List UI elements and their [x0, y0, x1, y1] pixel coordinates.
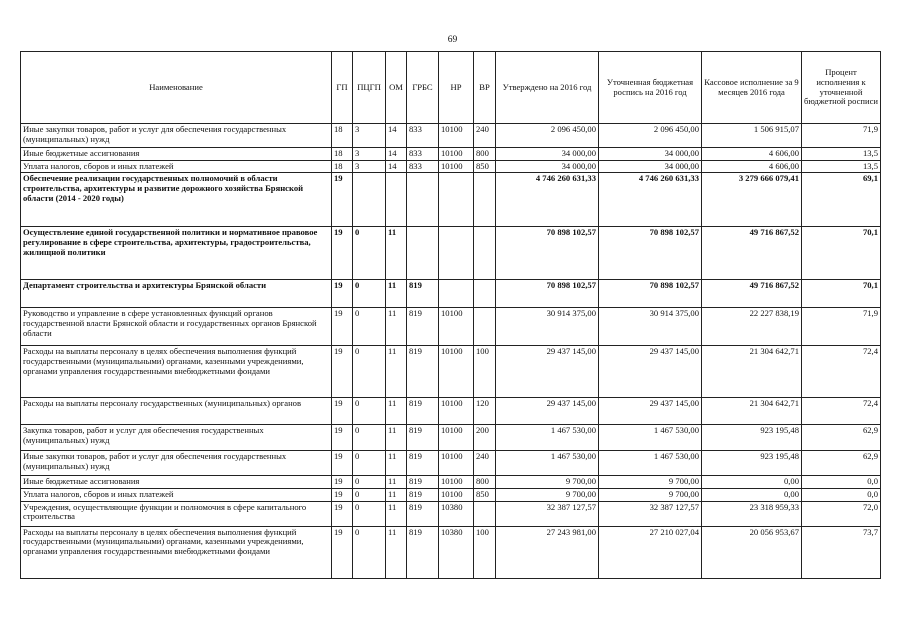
cell-gp: 19: [332, 425, 353, 451]
cell-specified: 9 700,00: [599, 488, 702, 501]
cell-approved: 29 437 145,00: [496, 398, 599, 425]
cell-grbs: 833: [407, 148, 439, 161]
cell-gp: 19: [332, 398, 353, 425]
cell-specified: 34 000,00: [599, 160, 702, 173]
header-nr: НР: [439, 52, 474, 124]
cell-pgp: 0: [353, 280, 386, 308]
cell-approved: 29 437 145,00: [496, 346, 599, 398]
cell-nr: 10100: [439, 308, 474, 346]
cell-pgp: 0: [353, 308, 386, 346]
table-row: [21, 425, 881, 451]
cell-name: Иные бюджетные ассигнования: [21, 476, 332, 489]
cell-specified: 70 898 102,57: [599, 280, 702, 308]
table-row: [21, 526, 881, 578]
cell-vr: 850: [474, 488, 496, 501]
cell-gp: 18: [332, 148, 353, 161]
table-row: [21, 488, 881, 501]
header-gp: ГП: [332, 52, 353, 124]
cell-vr: 800: [474, 476, 496, 489]
cell-name: Иные бюджетные ассигнования: [21, 148, 332, 161]
cell-pgp: 3: [353, 124, 386, 148]
cell-vr: 240: [474, 451, 496, 476]
cell-approved: 9 700,00: [496, 476, 599, 489]
header-vr: ВР: [474, 52, 496, 124]
cell-gp: 19: [332, 308, 353, 346]
cell-specified: 70 898 102,57: [599, 227, 702, 280]
table-header-row: [21, 52, 881, 124]
cell-nr: 10100: [439, 148, 474, 161]
cell-cash: 20 056 953,67: [702, 526, 802, 578]
cell-percent: 69,1: [802, 173, 881, 227]
cell-pgp: [353, 173, 386, 227]
cell-nr: 10100: [439, 425, 474, 451]
cell-percent: 0,0: [802, 488, 881, 501]
header-cash: Кассовое исполнение за 9 месяцев 2016 года: [702, 52, 802, 124]
table-row: [21, 148, 881, 161]
cell-gp: 19: [332, 173, 353, 227]
cell-nr: 10100: [439, 346, 474, 398]
cell-gp: 18: [332, 124, 353, 148]
cell-name: Уплата налогов, сборов и иных платежей: [21, 160, 332, 173]
cell-grbs: 819: [407, 280, 439, 308]
cell-cash: 22 227 838,19: [702, 308, 802, 346]
table-row: [21, 280, 881, 308]
cell-approved: 70 898 102,57: [496, 227, 599, 280]
cell-percent: 13,5: [802, 160, 881, 173]
cell-pgp: 0: [353, 227, 386, 280]
cell-percent: 71,9: [802, 124, 881, 148]
cell-vr: 850: [474, 160, 496, 173]
cell-om: 11: [386, 476, 407, 489]
cell-pgp: 0: [353, 476, 386, 489]
cell-name: Учреждения, осуществляющие функции и полномочия в сфере капитального строительства: [21, 501, 332, 526]
cell-cash: 1 506 915,07: [702, 124, 802, 148]
cell-cash: 4 606,00: [702, 160, 802, 173]
header-pgp: ПЦГП: [353, 52, 386, 124]
cell-om: 11: [386, 346, 407, 398]
cell-specified: 9 700,00: [599, 476, 702, 489]
cell-percent: 62,9: [802, 451, 881, 476]
table-row: [21, 227, 881, 280]
cell-om: 11: [386, 488, 407, 501]
header-om: ОМ: [386, 52, 407, 124]
cell-percent: 72,0: [802, 501, 881, 526]
cell-pgp: 0: [353, 451, 386, 476]
cell-approved: 34 000,00: [496, 148, 599, 161]
cell-cash: 923 195,48: [702, 451, 802, 476]
cell-grbs: 819: [407, 451, 439, 476]
table-row: [21, 124, 881, 148]
cell-gp: 19: [332, 488, 353, 501]
cell-vr: 800: [474, 148, 496, 161]
cell-gp: 19: [332, 280, 353, 308]
cell-name: Иные закупки товаров, работ и услуг для обеспечения государственных (муниципальных) нужд: [21, 124, 332, 148]
cell-om: 11: [386, 308, 407, 346]
table-row: [21, 160, 881, 173]
cell-pgp: 3: [353, 160, 386, 173]
cell-specified: 1 467 530,00: [599, 451, 702, 476]
table-row: [21, 451, 881, 476]
cell-percent: 71,9: [802, 308, 881, 346]
cell-vr: [474, 501, 496, 526]
cell-cash: 3 279 666 079,41: [702, 173, 802, 227]
cell-approved: 1 467 530,00: [496, 451, 599, 476]
cell-pgp: 0: [353, 398, 386, 425]
cell-grbs: 819: [407, 501, 439, 526]
cell-specified: 27 210 027,04: [599, 526, 702, 578]
budget-execution-table: [20, 51, 881, 579]
cell-name: Расходы на выплаты персоналу в целях обеспечения выполнения функций государственными (муниципальными) органами, казенными учреждениями, органами управления государственными внебюджетными фондами: [21, 346, 332, 398]
cell-gp: 19: [332, 451, 353, 476]
cell-cash: 49 716 867,52: [702, 280, 802, 308]
cell-grbs: 819: [407, 476, 439, 489]
cell-vr: [474, 227, 496, 280]
cell-approved: 34 000,00: [496, 160, 599, 173]
cell-grbs: [407, 173, 439, 227]
cell-cash: 21 304 642,71: [702, 346, 802, 398]
cell-cash: 923 195,48: [702, 425, 802, 451]
cell-percent: 13,5: [802, 148, 881, 161]
cell-grbs: [407, 227, 439, 280]
table-row: [21, 476, 881, 489]
cell-pgp: 0: [353, 425, 386, 451]
cell-percent: 73,7: [802, 526, 881, 578]
cell-om: 11: [386, 526, 407, 578]
cell-pgp: 0: [353, 501, 386, 526]
cell-name: Департамент строительства и архитектуры Брянской области: [21, 280, 332, 308]
cell-vr: 240: [474, 124, 496, 148]
cell-vr: [474, 280, 496, 308]
header-specified: Уточненная бюджетная роспись на 2016 год: [599, 52, 702, 124]
cell-name: Осуществление единой государственной политики и нормативное правовое регулирование в сфере строительства, архитектуры, градостроительства, жилищной политики: [21, 227, 332, 280]
cell-vr: 100: [474, 346, 496, 398]
cell-specified: 34 000,00: [599, 148, 702, 161]
cell-specified: 29 437 145,00: [599, 346, 702, 398]
cell-nr: 10100: [439, 160, 474, 173]
cell-approved: 4 746 260 631,33: [496, 173, 599, 227]
cell-grbs: 819: [407, 398, 439, 425]
cell-gp: 18: [332, 160, 353, 173]
cell-percent: 72,4: [802, 398, 881, 425]
cell-cash: 49 716 867,52: [702, 227, 802, 280]
cell-grbs: 819: [407, 346, 439, 398]
cell-approved: 9 700,00: [496, 488, 599, 501]
cell-nr: 10380: [439, 526, 474, 578]
cell-om: 11: [386, 501, 407, 526]
cell-percent: 70,1: [802, 280, 881, 308]
cell-om: [386, 173, 407, 227]
cell-percent: 62,9: [802, 425, 881, 451]
cell-pgp: 0: [353, 526, 386, 578]
cell-cash: 4 606,00: [702, 148, 802, 161]
table-row: [21, 501, 881, 526]
cell-name: Руководство и управление в сфере установленных функций органов государственной власти Брянской области и государственных органов Брянской области: [21, 308, 332, 346]
cell-nr: [439, 227, 474, 280]
cell-om: 11: [386, 451, 407, 476]
cell-specified: 4 746 260 631,33: [599, 173, 702, 227]
cell-pgp: 0: [353, 346, 386, 398]
cell-vr: 120: [474, 398, 496, 425]
cell-cash: 0,00: [702, 476, 802, 489]
cell-approved: 27 243 981,00: [496, 526, 599, 578]
cell-specified: 29 437 145,00: [599, 398, 702, 425]
cell-gp: 19: [332, 501, 353, 526]
table-body: [21, 124, 881, 579]
cell-percent: 0,0: [802, 476, 881, 489]
cell-gp: 19: [332, 346, 353, 398]
header-approved: Утверждено на 2016 год: [496, 52, 599, 124]
cell-nr: 10100: [439, 451, 474, 476]
cell-nr: 10100: [439, 476, 474, 489]
cell-specified: 1 467 530,00: [599, 425, 702, 451]
cell-name: Обеспечение реализации государственных полномочий в области строительства, архитектуры и развитие дорожного хозяйства Брянской области (2014 - 2020 годы): [21, 173, 332, 227]
header-grbs: ГРБС: [407, 52, 439, 124]
table-row: [21, 398, 881, 425]
cell-vr: 100: [474, 526, 496, 578]
cell-om: 14: [386, 160, 407, 173]
cell-approved: 30 914 375,00: [496, 308, 599, 346]
cell-approved: 1 467 530,00: [496, 425, 599, 451]
header-name: Наименование: [21, 52, 332, 124]
cell-om: 11: [386, 425, 407, 451]
cell-pgp: 3: [353, 148, 386, 161]
cell-gp: 19: [332, 526, 353, 578]
cell-specified: 2 096 450,00: [599, 124, 702, 148]
cell-nr: 10380: [439, 501, 474, 526]
table-row: [21, 308, 881, 346]
cell-cash: 0,00: [702, 488, 802, 501]
cell-percent: 70,1: [802, 227, 881, 280]
cell-cash: 23 318 959,33: [702, 501, 802, 526]
cell-nr: [439, 173, 474, 227]
cell-om: 14: [386, 124, 407, 148]
cell-vr: [474, 173, 496, 227]
cell-approved: 70 898 102,57: [496, 280, 599, 308]
cell-grbs: 833: [407, 124, 439, 148]
cell-grbs: 819: [407, 425, 439, 451]
cell-grbs: 819: [407, 488, 439, 501]
cell-nr: 10100: [439, 124, 474, 148]
cell-om: 14: [386, 148, 407, 161]
cell-gp: 19: [332, 227, 353, 280]
cell-name: Расходы на выплаты персоналу государственных (муниципальных) органов: [21, 398, 332, 425]
cell-nr: 10100: [439, 488, 474, 501]
cell-specified: 30 914 375,00: [599, 308, 702, 346]
cell-om: 11: [386, 227, 407, 280]
cell-grbs: 819: [407, 308, 439, 346]
cell-cash: 21 304 642,71: [702, 398, 802, 425]
header-percent: Процент исполнения к уточненной бюджетной росписи: [802, 52, 881, 124]
cell-vr: 200: [474, 425, 496, 451]
table-row: [21, 173, 881, 227]
cell-nr: 10100: [439, 398, 474, 425]
page-number: 69: [447, 35, 458, 45]
cell-om: 11: [386, 398, 407, 425]
cell-grbs: 819: [407, 526, 439, 578]
cell-name: Закупка товаров, работ и услуг для обеспечения государственных (муниципальных) нужд: [21, 425, 332, 451]
cell-grbs: 833: [407, 160, 439, 173]
cell-name: Уплата налогов, сборов и иных платежей: [21, 488, 332, 501]
cell-name: Иные закупки товаров, работ и услуг для обеспечения государственных (муниципальных) нужд: [21, 451, 332, 476]
cell-gp: 19: [332, 476, 353, 489]
cell-approved: 2 096 450,00: [496, 124, 599, 148]
cell-specified: 32 387 127,57: [599, 501, 702, 526]
table-row: [21, 346, 881, 398]
cell-vr: [474, 308, 496, 346]
cell-name: Расходы на выплаты персоналу в целях обеспечения выполнения функций государственными (муниципальными) органами, казенными учреждениями, органами управления государственными внебюджетными фондами: [21, 526, 332, 578]
cell-approved: 32 387 127,57: [496, 501, 599, 526]
cell-pgp: 0: [353, 488, 386, 501]
cell-om: 11: [386, 280, 407, 308]
cell-percent: 72,4: [802, 346, 881, 398]
cell-nr: [439, 280, 474, 308]
